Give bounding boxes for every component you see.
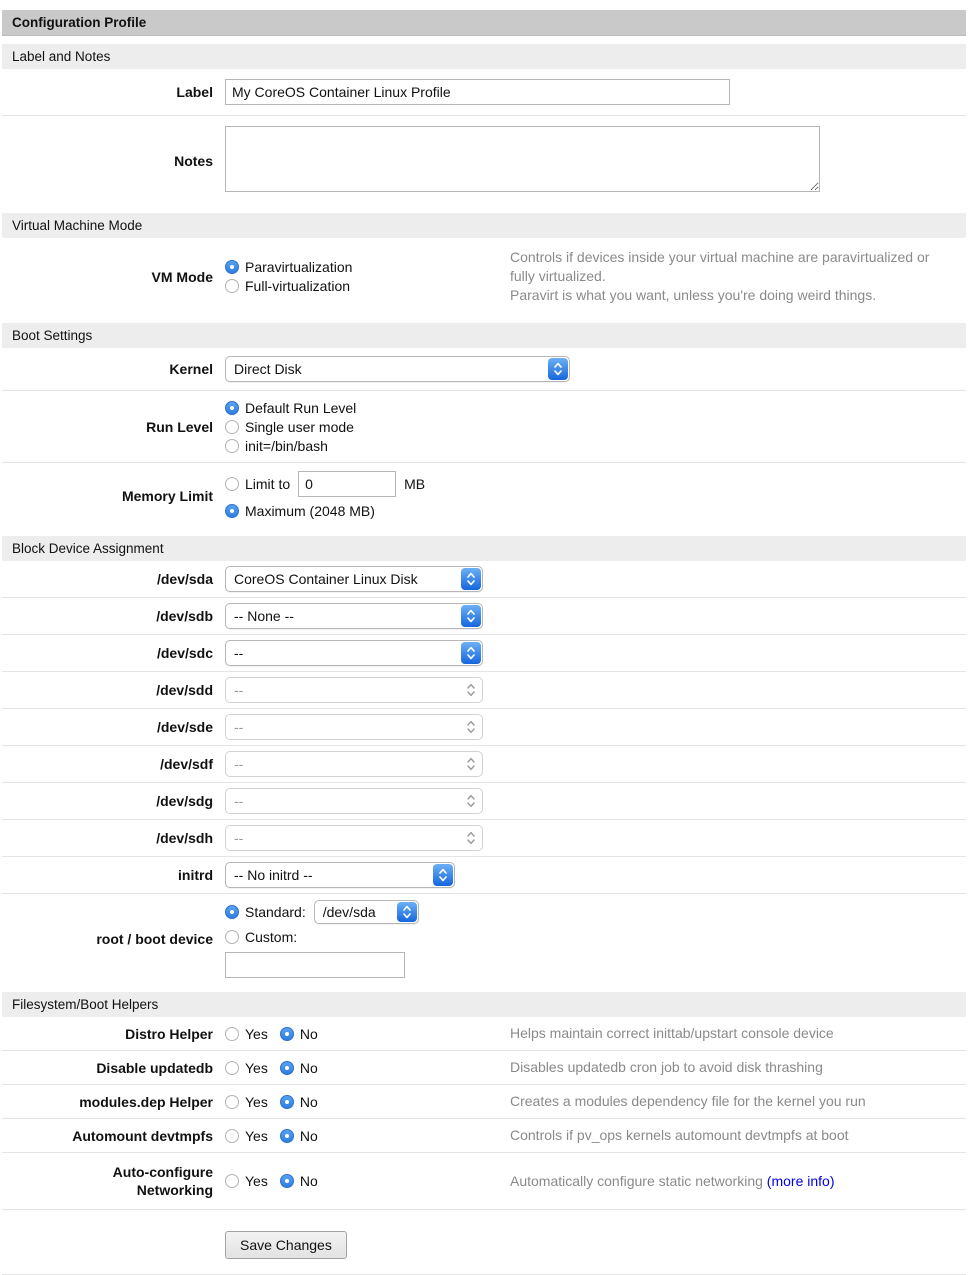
radio-icon bbox=[280, 1061, 294, 1075]
radio-icon bbox=[280, 1129, 294, 1143]
radio-icon bbox=[225, 279, 239, 293]
select-stepper-icon bbox=[461, 827, 481, 849]
radio-icon bbox=[225, 1174, 239, 1188]
save-changes-button[interactable]: Save Changes bbox=[225, 1231, 347, 1259]
dev-sda-select[interactable]: CoreOS Container Linux Disk bbox=[225, 566, 483, 592]
dev-sdb-row: /dev/sdb -- None -- bbox=[2, 598, 966, 635]
memory-limit-option-maximum[interactable]: Maximum (2048 MB) bbox=[225, 501, 375, 520]
modules-dep-helper-yes[interactable]: Yes bbox=[225, 1092, 268, 1111]
distro-helper-help: Helps maintain correct inittab/upstart console device bbox=[510, 1025, 834, 1041]
label-input[interactable] bbox=[225, 79, 730, 105]
auto-configure-networking-row: Auto-configure Networking Yes No Automatically configure static networking (more info) bbox=[2, 1153, 966, 1210]
run-level-label: Run Level bbox=[146, 418, 213, 435]
section-block-device-assignment: Block Device Assignment bbox=[2, 536, 966, 561]
select-stepper-icon bbox=[461, 716, 481, 738]
dev-sda-row: /dev/sda CoreOS Container Linux Disk bbox=[2, 561, 966, 598]
select-stepper-icon bbox=[461, 790, 481, 812]
disable-updatedb-no[interactable]: No bbox=[280, 1058, 318, 1077]
kernel-label: Kernel bbox=[169, 361, 213, 377]
radio-icon bbox=[225, 439, 239, 453]
automount-devtmpfs-yes[interactable]: Yes bbox=[225, 1126, 268, 1145]
select-stepper-icon bbox=[397, 902, 417, 922]
select-stepper-icon bbox=[433, 864, 453, 886]
dev-sdh-select[interactable]: -- bbox=[225, 825, 483, 851]
notes-row bbox=[2, 116, 966, 205]
automount-devtmpfs-help: Controls if pv_ops kernels automount devtmpfs at boot bbox=[510, 1127, 849, 1143]
radio-icon bbox=[225, 260, 239, 274]
run-level-option-default[interactable]: Default Run Level bbox=[225, 398, 356, 417]
dev-sdf-select[interactable]: -- bbox=[225, 751, 483, 777]
dev-sdg-row: /dev/sdg -- bbox=[2, 783, 966, 820]
page-title: Configuration Profile bbox=[2, 10, 966, 36]
memory-unit-label: MB bbox=[404, 476, 426, 492]
radio-icon bbox=[225, 1061, 239, 1075]
dev-sde-select[interactable]: -- bbox=[225, 714, 483, 740]
select-stepper-icon bbox=[461, 679, 481, 701]
radio-icon bbox=[225, 1095, 239, 1109]
automount-devtmpfs-no[interactable]: No bbox=[280, 1126, 318, 1145]
disable-updatedb-help: Disables updatedb cron job to avoid disk thrashing bbox=[510, 1059, 823, 1075]
memory-limit-option-limit[interactable]: Limit to bbox=[225, 475, 290, 494]
root-boot-device-label: root / boot device bbox=[96, 931, 213, 947]
kernel-row bbox=[2, 348, 966, 391]
kernel-select[interactable]: Direct Disk bbox=[225, 356, 570, 382]
section-filesystem-boot-helpers: Filesystem/Boot Helpers bbox=[2, 992, 966, 1017]
section-label-and-notes: Label and Notes bbox=[2, 44, 966, 69]
disable-updatedb-row: Disable updatedb Yes No Disables updatedb cron job to avoid disk thrashing bbox=[2, 1051, 966, 1085]
memory-limit-row bbox=[2, 463, 966, 528]
initrd-select[interactable]: -- No initrd -- bbox=[225, 862, 455, 888]
vm-mode-option-paravirtualization[interactable]: Paravirtualization bbox=[225, 258, 510, 277]
run-level-option-single-user[interactable]: Single user mode bbox=[225, 417, 356, 436]
dev-sdb-select[interactable]: -- None -- bbox=[225, 603, 483, 629]
automount-devtmpfs-row: Automount devtmpfs Yes No Controls if pv_ops kernels automount devtmpfs at boot bbox=[2, 1119, 966, 1153]
radio-icon bbox=[225, 504, 239, 518]
section-virtual-machine-mode: Virtual Machine Mode bbox=[2, 213, 966, 238]
vm-mode-row bbox=[2, 238, 966, 315]
dev-sde-row: /dev/sde -- bbox=[2, 709, 966, 746]
vm-mode-option-full-virtualization[interactable]: Full-virtualization bbox=[225, 277, 510, 296]
dev-sdg-select[interactable]: -- bbox=[225, 788, 483, 814]
more-info-link[interactable]: (more info) bbox=[766, 1172, 835, 1189]
dev-sdh-row: /dev/sdh -- bbox=[2, 820, 966, 857]
dev-sdd-row: /dev/sdd -- bbox=[2, 672, 966, 709]
dev-sdd-select[interactable]: -- bbox=[225, 677, 483, 703]
memory-limit-input[interactable] bbox=[298, 471, 396, 497]
configuration-profile-form bbox=[2, 10, 966, 1275]
disable-updatedb-yes[interactable]: Yes bbox=[225, 1058, 268, 1077]
radio-icon bbox=[225, 905, 239, 919]
modules-dep-helper-no[interactable]: No bbox=[280, 1092, 318, 1111]
label-field-label: Label bbox=[176, 84, 213, 100]
auto-configure-networking-no[interactable]: No bbox=[280, 1172, 318, 1191]
distro-helper-row: Distro Helper Yes No Helps maintain correct inittab/upstart console device bbox=[2, 1017, 966, 1051]
memory-limit-label: Memory Limit bbox=[121, 487, 213, 504]
modules-dep-helper-help: Creates a modules dependency file for the kernel you run bbox=[510, 1093, 866, 1109]
radio-icon bbox=[225, 477, 239, 491]
select-stepper-icon bbox=[461, 753, 481, 775]
root-device-select[interactable]: /dev/sda bbox=[314, 900, 419, 924]
run-level-option-init-bash[interactable]: init=/bin/bash bbox=[225, 436, 356, 455]
distro-helper-no[interactable]: No bbox=[280, 1024, 318, 1043]
radio-icon bbox=[225, 1027, 239, 1041]
dev-sdc-row: /dev/sdc -- bbox=[2, 635, 966, 672]
modules-dep-helper-row: modules.dep Helper Yes No Creates a modules dependency file for the kernel you run bbox=[2, 1085, 966, 1119]
vm-mode-help: Controls if devices inside your virtual machine are paravirtualized or fully virtualized. Paravirt is what you want, unless you're doing weird things. bbox=[510, 249, 930, 303]
vm-mode-label: VM Mode bbox=[151, 268, 213, 285]
auto-configure-networking-yes[interactable]: Yes bbox=[225, 1172, 268, 1191]
notes-textarea[interactable] bbox=[225, 126, 820, 192]
radio-icon bbox=[280, 1027, 294, 1041]
radio-icon bbox=[225, 420, 239, 434]
dev-sdf-row: /dev/sdf -- bbox=[2, 746, 966, 783]
dev-sdc-select[interactable]: -- bbox=[225, 640, 483, 666]
radio-icon bbox=[225, 930, 239, 944]
root-device-option-custom[interactable]: Custom: bbox=[225, 927, 297, 946]
distro-helper-yes[interactable]: Yes bbox=[225, 1024, 268, 1043]
radio-icon bbox=[225, 1129, 239, 1143]
form-footer bbox=[2, 1210, 966, 1275]
run-level-row bbox=[2, 391, 966, 463]
select-stepper-icon bbox=[548, 358, 568, 380]
initrd-row: initrd -- No initrd -- bbox=[2, 857, 966, 894]
root-device-custom-input[interactable] bbox=[225, 952, 405, 978]
notes-field-label: Notes bbox=[174, 152, 213, 169]
label-row bbox=[2, 69, 966, 116]
radio-icon bbox=[280, 1174, 294, 1188]
radio-icon bbox=[280, 1095, 294, 1109]
select-stepper-icon bbox=[461, 568, 481, 590]
radio-icon bbox=[225, 401, 239, 415]
root-boot-device-row bbox=[2, 894, 966, 984]
root-device-option-standard[interactable]: Standard: bbox=[225, 903, 306, 922]
section-boot-settings: Boot Settings bbox=[2, 323, 966, 348]
select-stepper-icon bbox=[461, 642, 481, 664]
select-stepper-icon bbox=[461, 605, 481, 627]
auto-configure-networking-help: Automatically configure static networking (more info) bbox=[510, 1172, 835, 1189]
